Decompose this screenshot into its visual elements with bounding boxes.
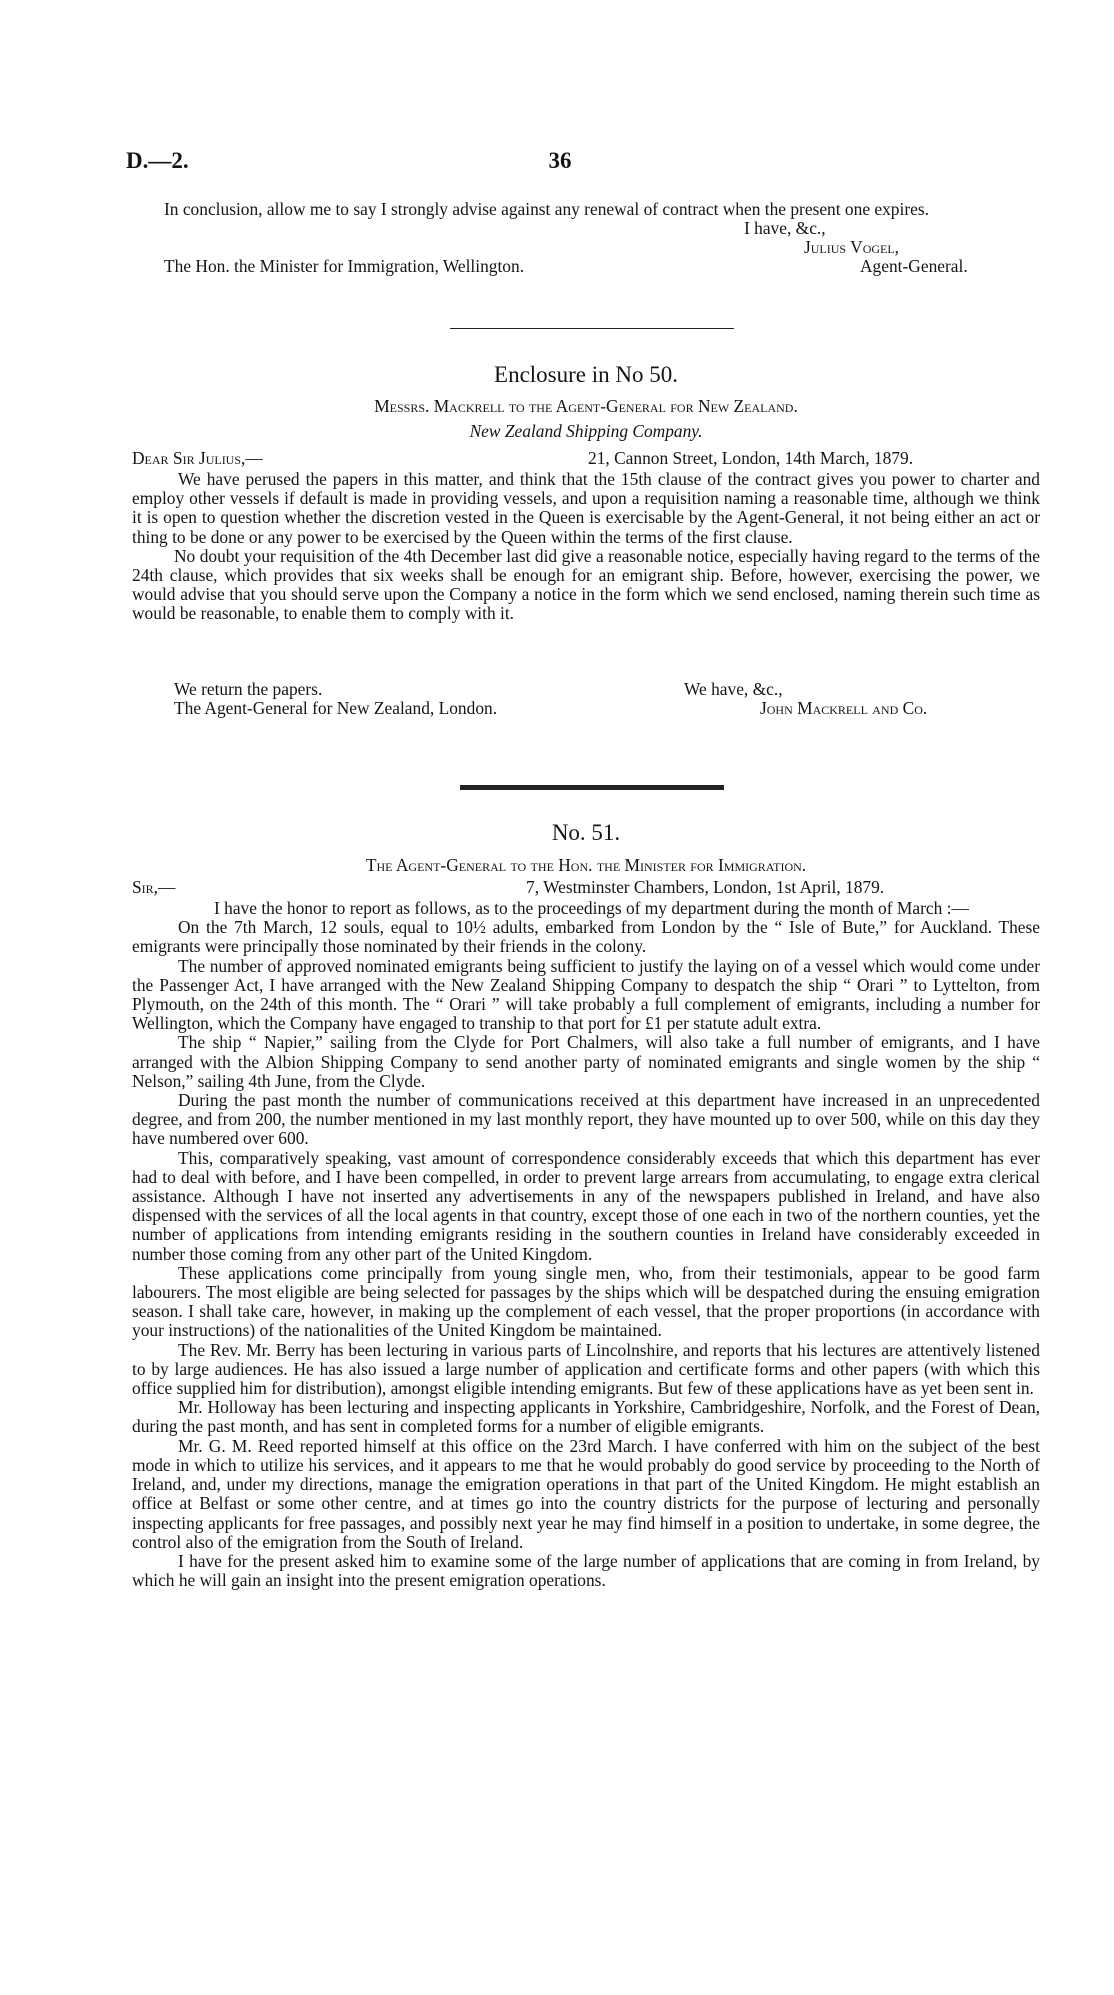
company-name: New Zealand Shipping Company. [469, 421, 703, 441]
letter-paragraph: The Rev. Mr. Berry has been lecturing in various parts of Lincolnshire, and reports that his lectures are attentively listened to by large audiences. He has also issued a large number of application and certificate forms and other papers (with which this office supplied him for distribution), amongst eligible intending emigrants. But few of these applications have as yet been sent in. [132, 1339, 1040, 1399]
closing-line: I have, &c., [744, 218, 826, 238]
enclosure-body [132, 470, 1040, 624]
signature-mackrell: John Mackrell and Co. [760, 698, 928, 719]
return-line: We return the papers. [174, 679, 323, 699]
letter-salutation-row [132, 878, 1040, 897]
enclosure-paragraph: We have perused the papers in this matter, and think that the 15th clause of the contract gives you power to charter and employ other vessels if default is made in providing vessels, and upon a requisition naming a reasonable time, although we think it is open to question whether the discretion vested in the Queen is exercisable by the Agent-General, it not being either an act or thing to be done or any power to be exercised by the Queen within the terms of the first clause. [132, 469, 1040, 547]
letter-paragraph: On the 7th March, 12 souls, equal to 10½ adults, embarked from London by the “ Isle of Bute,” for Auckland. These emigrants were principally those nominated by their friends in the colony. [132, 917, 1040, 957]
address-date: 21, Cannon Street, London, 14th March, 1879. [588, 448, 914, 468]
page-header [126, 148, 994, 178]
letter-paragraph: The number of approved nominated emigrants being sufficient to justify the laying on of a vessel which would come under the Passenger Act, I have arranged with the New Zealand Shipping Company to despatch the ship “ Orari ” to Lyttelton, from Plymouth, on the 24th of this month. The “ Orari ” will take probably a full complement of emigrants, including a number for Wellington, which the Company have engaged to tranship to that port for £1 per statute adult extra. [132, 955, 1040, 1034]
salutation: Sir,— [132, 877, 176, 897]
addressee-line: The Agent-General for New Zealand, London. [174, 698, 498, 719]
letter-paragraph: This, comparatively speaking, vast amount of correspondence considerably exceeds that which this department has ever had to deal with before, and I have been compelled, in order to prevent large arrears from accumulating, to engage extra clerical assistance. Although I have not inserted any advertisements in any of the newspapers published in Ireland, and have also dispensed with the services of all the local agents in that country, except those of one each in two of the northern counties, yet the number of applications from intending emigrants residing in the southern counties in Ireland have considerably exceeded in number those coming from any other part of the United Kingdom. [132, 1147, 1040, 1264]
letter-body [132, 899, 1040, 1590]
letter-paragraph: The ship “ Napier,” sailing from the Clyde for Port Chalmers, will also take a full number of emigrants, and I have arranged with the Albion Shipping Company to send another party of nominated emigrants and single women by the ship “ Nelson,” sailing 4th June, from the Clyde. [132, 1032, 1040, 1091]
addressee-line: The Hon. the Minister for Immigration, Wellington. [164, 256, 525, 277]
enclosure-paragraph: No doubt your requisition of the 4th December last did give a reasonable notice, especially having regard to the terms of the 24th clause, which provides that six weeks shall be enough for an emigrant ship. Before, however, exercising the power, we would advise that you should serve upon the Company a notice in the form which we send enclosed, naming therein such time as would be reasonable, to enable them to comply with it. [132, 545, 1040, 624]
address-date: 7, Westminster Chambers, London, 1st April, 1879. [526, 877, 885, 897]
section-divider [450, 328, 734, 329]
letter-subheading: The Agent-General to the Hon. the Minister for Immigration. [365, 855, 807, 875]
enclosure-heading: Enclosure in No 50. [494, 362, 678, 387]
letter-paragraph: I have the honor to report as follows, as to the proceedings of my department during the month of March :— [214, 898, 969, 918]
thick-section-divider [460, 785, 724, 790]
letter-paragraph: I have for the present asked him to examine some of the large number of applications that are coming in from Ireland, by which he will gain an insight into the present emigration operations. [132, 1550, 1040, 1591]
prior-letter-signoff [132, 219, 1040, 277]
letter-paragraph: Mr. G. M. Reed reported himself at this office on the 23rd March. I have conferred with him on the subject of the best mode in which to utilize his services, and it appears to me that he would probably do good service by proceeding to the North of Ireland, and, under my directions, manage the emigration operations in that part of the United Kingdom. He might establish an office at Belfast or some other centre, and at times go into the country districts for the purpose of lecturing and personally inspecting applicants for free passages, and possibly next year he may find himself in a position to undertake, in some degree, the control also of the emigration from the South of Ireland. [132, 1435, 1040, 1552]
letter-heading: No. 51. [551, 820, 621, 845]
enclosure-salutation-row [132, 449, 1040, 468]
letter-paragraph: These applications come principally from young single men, who, from their testimonials, appear to be good farm labourers. The most eligible are being selected for passages by the ships which will be despatched during the ensuing emigration season. I shall take care, however, in making up the complement of each vessel, that the proper proportions (in accordance with your instructions) of the nationalities of the United Kingdom be maintained. [132, 1262, 1040, 1341]
salutation: Dear Sir Julius,— [132, 448, 263, 468]
enclosure-subheading: Messrs. Mackrell to the Agent-General for New Zealand. [374, 396, 798, 416]
page-number: 36 [548, 148, 572, 173]
signatory-title: Agent-General. [860, 256, 968, 277]
letter-paragraph: Mr. Holloway has been lecturing and inspecting applicants in Yorkshire, Cambridgeshire, Norfolk, and the Forest of Dean, during the past month, and has sent in completed forms for a number of eligible emigrants. [132, 1397, 1040, 1437]
signature-vogel: Julius Vogel, [804, 237, 900, 258]
conclusion-paragraph: In conclusion, allow me to say I strongly advise against any renewal of contract when the present one expires. [164, 199, 929, 219]
document-reference: D.—2. [126, 148, 189, 173]
letter-paragraph: During the past month the number of communications received at this department have increased in an unprecedented degree, and from 200, the number mentioned in my last monthly report, they have mounted up to over 500, while on this day they have numbered over 600. [132, 1090, 1040, 1149]
prior-letter-conclusion [132, 200, 1040, 219]
closing-line: We have, &c., [684, 679, 783, 699]
enclosure-signoff [132, 680, 1040, 718]
